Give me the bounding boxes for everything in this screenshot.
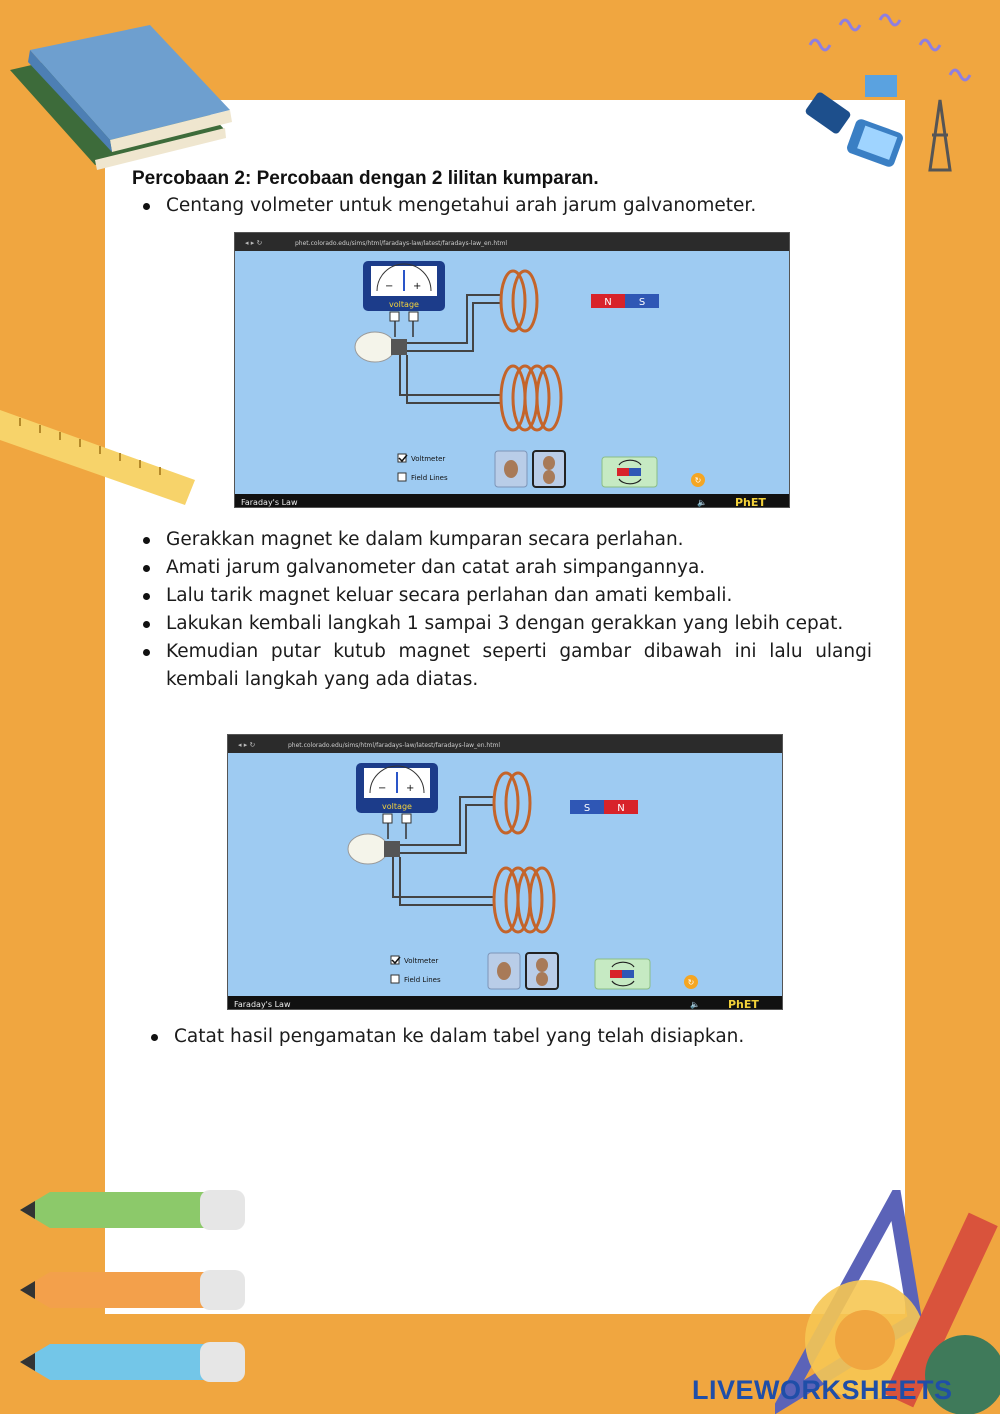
sim-title: Faraday's Law: [234, 1000, 291, 1009]
magnet-right-label: N: [617, 803, 625, 814]
browser-url: phet.colorado.edu/sims/html/faradays-law/latest/faradays-law_en.html: [295, 240, 508, 247]
reset-icon: ↻: [694, 476, 702, 485]
meter-plus-label: +: [413, 281, 422, 292]
books-illustration: [0, 10, 240, 180]
page-title: Percobaan 2: Percobaan dengan 2 lilitan kumparan.: [132, 168, 599, 189]
voltmeter-checkbox-label: Voltmeter: [404, 957, 439, 965]
magnet-left-label: N: [604, 297, 612, 308]
meter-label: voltage: [382, 802, 412, 811]
list-item: Gerakkan magnet ke dalam kumparan secara perlahan.: [132, 526, 872, 554]
simulation-screenshot-2: [227, 734, 783, 1010]
field-lines-checkbox-label: Field Lines: [404, 976, 441, 984]
browser-nav-icons: ◂ ▸ ↻: [238, 741, 256, 749]
pencils-illustration: [15, 1180, 255, 1390]
magnet-left-label: S: [583, 803, 591, 814]
list-item: Catat hasil pengamatan ke dalam tabel yang telah disiapkan.: [140, 1023, 880, 1051]
phet-logo[interactable]: PhET: [728, 998, 759, 1010]
light-bulb: [355, 332, 395, 362]
simulation-screenshot-1: [234, 232, 790, 508]
list-item: Lalu tarik magnet keluar secara perlahan dan amati kembali.: [132, 582, 872, 610]
list-item: Centang volmeter untuk mengetahui arah jarum galvanometer.: [132, 192, 872, 220]
devices-illustration: [780, 5, 1000, 185]
worksheet-content: [132, 166, 872, 220]
reset-icon: ↻: [687, 978, 695, 987]
liveworksheets-logo: LIVEWORKSHEETS: [692, 1375, 953, 1405]
sound-icon[interactable]: 🔈: [690, 1000, 700, 1009]
coil-top: [494, 773, 530, 833]
phet-logo[interactable]: PhET: [735, 496, 766, 508]
voltmeter-checkbox-label: Voltmeter: [411, 455, 446, 463]
light-bulb: [348, 834, 388, 864]
field-lines-checkbox-label: Field Lines: [411, 474, 448, 482]
list-item: Kemudian putar kutub magnet seperti gambar dibawah ini lalu ulangi kembali langkah yang ada diatas.: [132, 638, 872, 694]
ruler-illustration: [0, 400, 200, 510]
list-item: Lakukan kembali langkah 1 sampai 3 dengan gerakkan yang lebih cepat.: [132, 610, 872, 638]
browser-url: phet.colorado.edu/sims/html/faradays-law/latest/faradays-law_en.html: [288, 742, 501, 749]
list-item: Amati jarum galvanometer dan catat arah simpangannya.: [132, 554, 872, 582]
meter-plus-label: +: [406, 783, 415, 794]
final-section: [140, 1023, 880, 1051]
meter-minus-label: −: [378, 783, 387, 794]
final-list: [140, 1023, 880, 1051]
coil-bottom: [501, 366, 561, 430]
coil-bottom: [494, 868, 554, 932]
field-lines-checkbox[interactable]: [398, 473, 406, 481]
intro-list: [132, 192, 872, 220]
meter-minus-label: −: [385, 281, 394, 292]
sound-icon[interactable]: 🔈: [697, 498, 707, 507]
magnet-right-label: S: [638, 297, 646, 308]
coil-top: [501, 271, 537, 331]
meter-label: voltage: [389, 300, 419, 309]
sim-title: Faraday's Law: [241, 498, 298, 507]
browser-nav-icons: ◂ ▸ ↻: [245, 239, 263, 247]
field-lines-checkbox[interactable]: [391, 975, 399, 983]
steps-section: [132, 526, 872, 694]
steps-list: [132, 526, 872, 694]
